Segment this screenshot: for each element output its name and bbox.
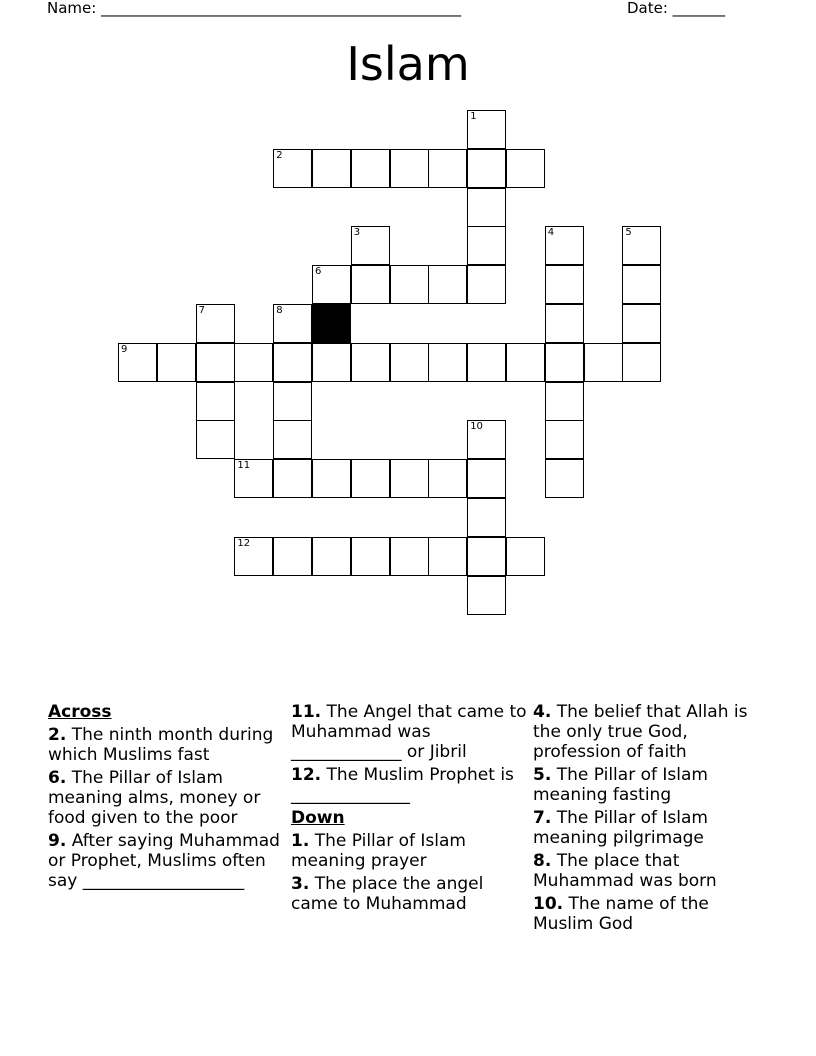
- grid-cell[interactable]: [312, 343, 351, 382]
- grid-cell[interactable]: [273, 420, 312, 459]
- grid-cell[interactable]: [118, 343, 157, 382]
- grid-cell[interactable]: [506, 343, 545, 382]
- clue-across-9: 9. After saying Muhammad or Prophet, Muslims often say ___________________: [48, 831, 280, 891]
- grid-cell[interactable]: [506, 537, 545, 576]
- grid-cell[interactable]: [467, 149, 506, 188]
- grid-cell[interactable]: [428, 265, 467, 304]
- grid-cell[interactable]: [467, 576, 506, 615]
- grid-cell[interactable]: [273, 343, 312, 382]
- cell-number: 2: [276, 149, 283, 161]
- grid-cell[interactable]: [273, 382, 312, 421]
- clue-column-2: [291, 702, 527, 917]
- grid-cell[interactable]: [545, 343, 584, 382]
- grid-cell[interactable]: [467, 459, 506, 498]
- grid-cell[interactable]: [196, 382, 235, 421]
- grid-cell[interactable]: [273, 149, 312, 188]
- cell-number: 6: [315, 266, 322, 278]
- date-field-label: Date: _______: [627, 0, 726, 17]
- cell-number: 5: [625, 227, 632, 239]
- grid-cell[interactable]: [545, 265, 584, 304]
- cell-number: 3: [353, 227, 361, 239]
- grid-cell[interactable]: [622, 304, 661, 343]
- grid-cell[interactable]: [467, 537, 506, 576]
- grid-cell[interactable]: [351, 537, 390, 576]
- grid-cell[interactable]: [273, 537, 312, 576]
- grid-cell[interactable]: [273, 459, 312, 498]
- grid-cell[interactable]: [584, 343, 623, 382]
- grid-cell[interactable]: [196, 343, 235, 382]
- grid-cell[interactable]: [622, 343, 661, 382]
- grid-black-cell: [312, 304, 351, 343]
- cell-number: 11: [237, 460, 251, 472]
- grid-cell[interactable]: [545, 226, 584, 265]
- grid-cell[interactable]: [622, 226, 661, 265]
- grid-cell[interactable]: [234, 343, 273, 382]
- clue-across-12: 12. The Muslim Prophet is ______________: [291, 765, 514, 805]
- cell-number: 4: [547, 227, 555, 239]
- grid-cell[interactable]: [467, 110, 506, 149]
- cell-number: 1: [470, 111, 477, 122]
- grid-cell[interactable]: [467, 420, 506, 459]
- clue-down-7: 7. The Pillar of Islam meaning pilgrimage: [533, 808, 708, 848]
- name-field-label: Name: ________________________________________________: [47, 0, 462, 17]
- grid-cell[interactable]: [312, 149, 351, 188]
- grid-cell[interactable]: [428, 343, 467, 382]
- grid-cell[interactable]: [545, 420, 584, 459]
- cell-number: 8: [276, 305, 283, 316]
- grid-cell[interactable]: [351, 149, 390, 188]
- grid-cell[interactable]: [351, 343, 390, 382]
- clue-across-6: 6. The Pillar of Islam meaning alms, money or food given to the poor: [48, 768, 261, 828]
- grid-cell[interactable]: [467, 265, 506, 304]
- down-heading: Down: [291, 808, 345, 828]
- grid-cell[interactable]: [390, 459, 429, 498]
- cell-number: 10: [470, 421, 483, 433]
- grid-cell[interactable]: [390, 343, 429, 382]
- grid-cell[interactable]: [622, 265, 661, 304]
- grid-cell[interactable]: [196, 420, 235, 459]
- grid-cell[interactable]: [351, 226, 390, 265]
- grid-cell[interactable]: [545, 304, 584, 343]
- grid-cell[interactable]: [467, 498, 506, 537]
- cell-number: 12: [237, 537, 251, 549]
- grid-cell[interactable]: [234, 459, 273, 498]
- grid-cell[interactable]: [351, 265, 390, 304]
- grid-cell[interactable]: [312, 265, 351, 304]
- clue-across-2: 2. The ninth month during which Muslims fast: [48, 725, 274, 765]
- grid-cell[interactable]: [196, 304, 235, 343]
- grid-cell[interactable]: [351, 459, 390, 498]
- clue-down-5: 5. The Pillar of Islam meaning fasting: [533, 765, 708, 805]
- clue-across-11: 11. The Angel that came to Muhammad was _____________ or Jibril: [291, 702, 527, 762]
- grid-cell[interactable]: [390, 265, 429, 304]
- grid-cell[interactable]: [234, 537, 273, 576]
- clue-down-4: 4. The belief that Allah is the only true God, profession of faith: [533, 702, 748, 762]
- grid-cell[interactable]: [467, 188, 506, 227]
- grid-cell[interactable]: [428, 459, 467, 498]
- grid-cell[interactable]: [545, 382, 584, 421]
- grid-cell[interactable]: [467, 343, 506, 382]
- grid-cell[interactable]: [428, 537, 467, 576]
- grid-cell[interactable]: [157, 343, 196, 382]
- grid-cell[interactable]: [390, 149, 429, 188]
- cell-number: 9: [121, 343, 128, 355]
- clue-down-3: 3. The place the angel came to Muhammad: [291, 874, 484, 914]
- clue-down-10: 10. The name of the Muslim God: [533, 894, 709, 934]
- page-title: Islam: [346, 37, 470, 91]
- grid-cell[interactable]: [390, 537, 429, 576]
- grid-cell[interactable]: [312, 537, 351, 576]
- grid-cell[interactable]: [545, 459, 584, 498]
- grid-cell[interactable]: [273, 304, 312, 343]
- clue-down-1: 1. The Pillar of Islam meaning prayer: [291, 831, 466, 871]
- clue-column-1: [48, 702, 284, 894]
- across-heading: Across: [48, 702, 112, 722]
- grid-cell[interactable]: [312, 459, 351, 498]
- grid-cell[interactable]: [467, 226, 506, 265]
- grid-cell[interactable]: [428, 149, 467, 188]
- clue-column-3: [533, 702, 769, 937]
- clue-down-8: 8. The place that Muhammad was born: [533, 851, 717, 891]
- cell-number: 7: [198, 305, 205, 316]
- grid-cell[interactable]: [506, 149, 545, 188]
